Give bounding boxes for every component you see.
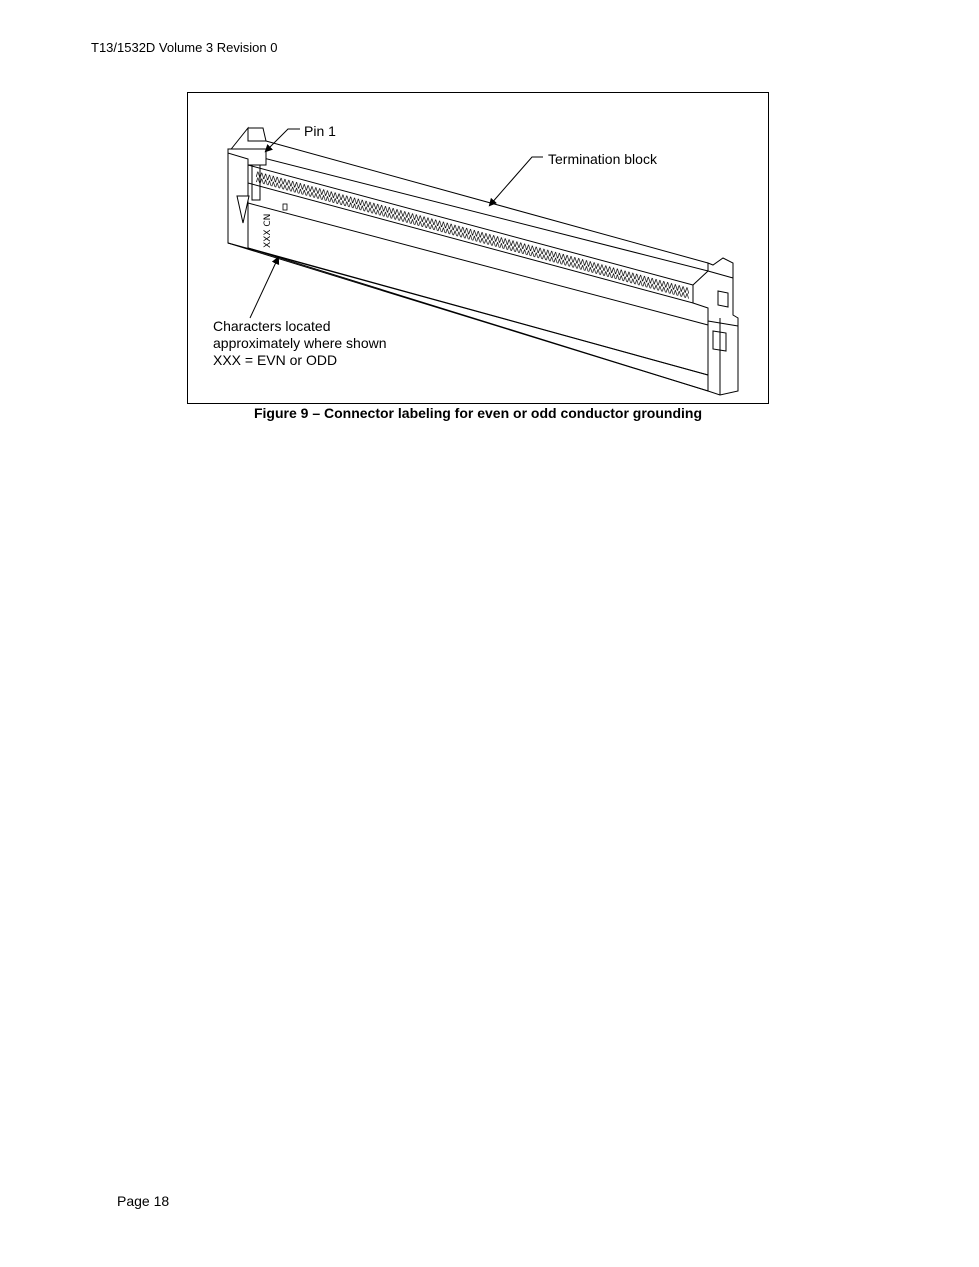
document-header: T13/1532D Volume 3 Revision 0 [91,40,278,55]
characters-label-line3: XXX = EVN or ODD [213,352,338,368]
page-number: Page 18 [117,1193,170,1209]
characters-leader [250,258,278,318]
termination-teeth [256,171,689,299]
characters-label-line2: approximately where shown [213,335,387,351]
connector-marking: XXX CN [263,213,273,248]
figure-frame [187,92,769,404]
characters-label [213,318,387,369]
pin1-label: Pin 1 [304,123,336,139]
termination-block-label: Termination block [548,151,657,167]
characters-label-line1: Characters located [213,318,331,334]
figure-caption: Figure 9 – Connector labeling for even or odd conductor grounding [253,405,702,421]
termination-leader [490,157,543,205]
connector-top-face [228,128,708,271]
